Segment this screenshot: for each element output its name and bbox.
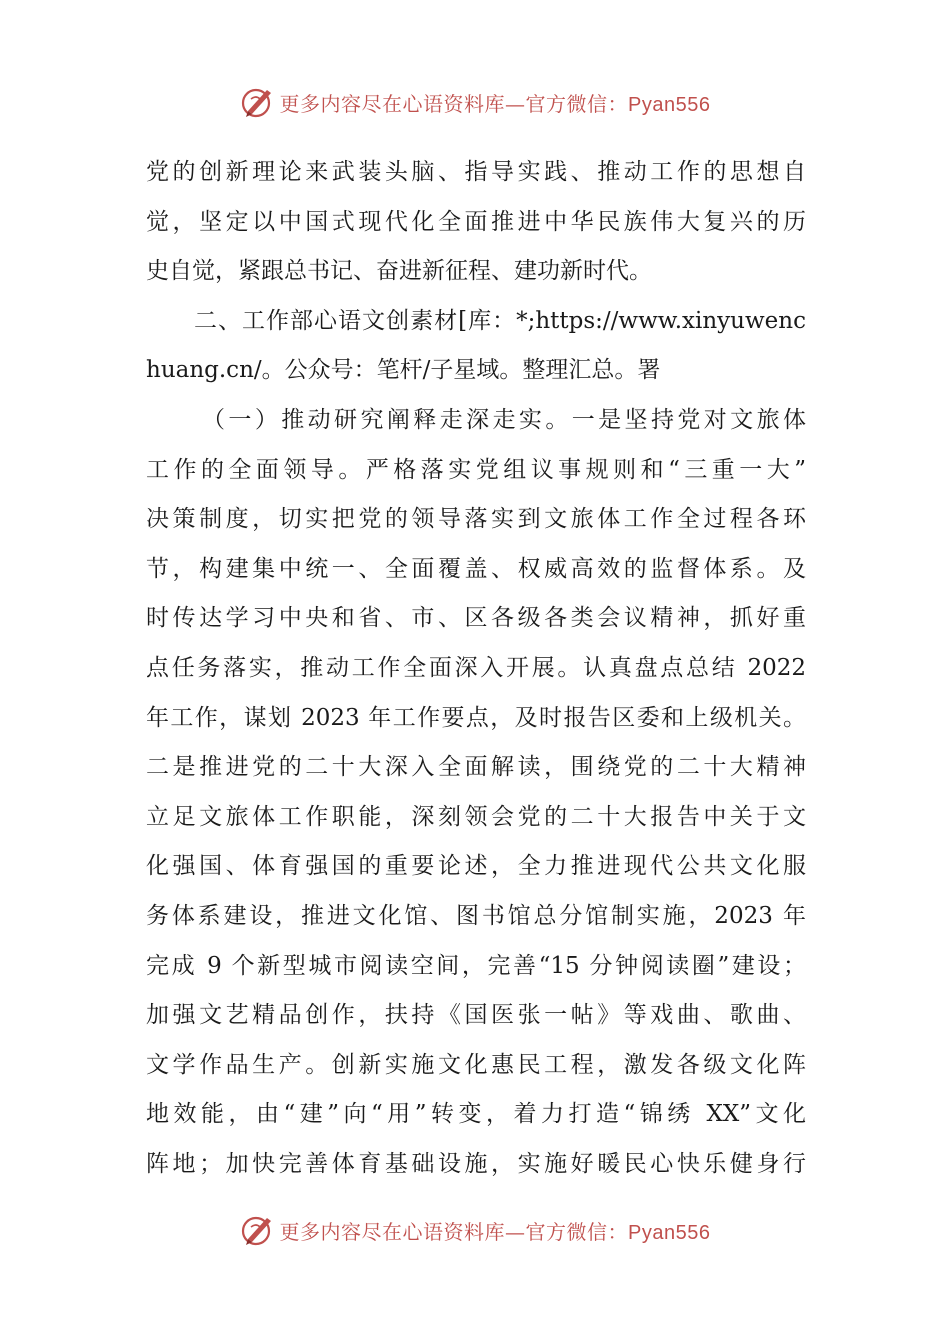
body-line: 完成 9 个新型城市阅读空间，完善“15 分钟阅读圈”建设；	[146, 952, 806, 979]
body-line: 务体系建设，推进文化馆、图书馆总分馆制实施，2023 年	[146, 902, 806, 929]
document-body	[146, 148, 806, 1189]
body-line: 觉，坚定以中国式现代化全面推进中华民族伟大复兴的历	[146, 208, 806, 235]
body-line: 文学作品生产。创新实施文化惠民工程，激发各级文化阵	[146, 1051, 806, 1078]
body-line: 工作的全面领导。严格落实党组议事规则和“三重一大”	[146, 456, 806, 483]
footer-banner-text: 更多内容尽在心语资料库—官方微信：Pyan556	[279, 1219, 711, 1244]
header-banner	[0, 82, 950, 122]
body-line: 年工作，谋划 2023 年工作要点，及时报告区委和上级机关。	[146, 704, 806, 731]
body-line: 节，构建集中统一、全面覆盖、权威高效的监督体系。及	[146, 555, 806, 582]
body-line: 二是推进党的二十大深入全面解读，围绕党的二十大精神	[146, 754, 806, 781]
footer-wechat-id: Pyan556	[628, 1221, 711, 1244]
body-line: 化强国、体育强国的重要论述，全力推进现代公共文化服	[146, 853, 806, 880]
body-line: 地效能，由“建”向“用”转变，着力打造“锦绣 XX”文化	[146, 1101, 806, 1128]
body-line: 时传达学习中央和省、市、区各级各类会议精神，抓好重	[146, 605, 806, 632]
pen-logo-icon	[240, 1212, 276, 1248]
body-line: 加强文艺精品创作，扶持《国医张一帖》等戏曲、歌曲、	[146, 1002, 806, 1029]
section-heading-line: 二、工作部心语文创素材[库：*;https://www.xinyuwenc	[194, 307, 806, 334]
footer-banner	[0, 1210, 950, 1250]
body-line: 阵地；加快完善体育基础设施，实施好暖民心快乐健身行	[146, 1150, 806, 1177]
pen-logo-icon	[240, 84, 276, 120]
body-line: 立足文旅体工作职能，深刻领会党的二十大报告中关于文	[146, 803, 806, 830]
body-line: 史自觉，紧跟总书记、奋进新征程、建功新时代。	[146, 258, 652, 285]
body-line: 点任务落实，推动工作全面深入开展。认真盘点总结 2022	[146, 654, 806, 681]
header-banner-text: 更多内容尽在心语资料库—官方微信：Pyan556	[279, 91, 711, 116]
body-line: 党的创新理论来武装头脑、指导实践、推动工作的思想自	[146, 159, 806, 185]
body-line: 决策制度，切实把党的领导落实到文旅体工作全过程各环	[146, 506, 806, 533]
header-wechat-id: Pyan556	[628, 93, 711, 116]
subsection-heading-line: （一）推动研究阐释走深走实。一是坚持党对文旅体	[202, 406, 806, 433]
body-line: huang.cn/。公众号：笔杆/子星域。整理汇总。署	[146, 357, 661, 384]
